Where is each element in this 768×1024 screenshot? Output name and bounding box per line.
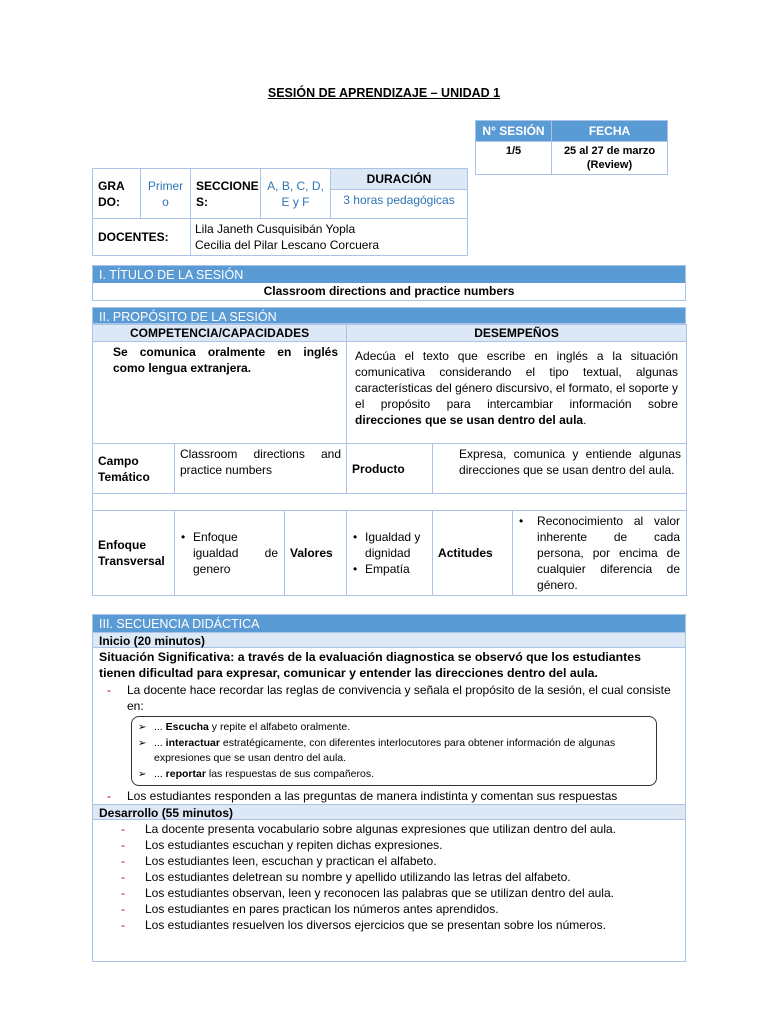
- purpose-table: [92, 324, 687, 596]
- desarrollo-item: - La docente presenta vocabulario sobre algunas expresiones que utilizan dentro del aula.: [93, 821, 685, 837]
- section-purpose-block: [92, 307, 686, 596]
- grado-value: Primer o: [141, 169, 191, 219]
- desarrollo-label: Desarrollo (55 minutos): [93, 804, 685, 820]
- desarrollo-item: - Los estudiantes observan, leen y reconocen las palabras que se utilizan dentro del aula.: [93, 885, 685, 901]
- valores-label: Valores: [285, 511, 347, 596]
- producto-value: Expresa, comunica y entiende algunas direcciones que se usan dentro del aula.: [433, 444, 687, 494]
- desempenos-header: DESEMPEÑOS: [347, 325, 687, 342]
- purpose-box-item: ➢ ... interactuar estratégicamente, con diferentes interlocutores para obtener información de algunas expresiones que se usan dentro del aula.: [134, 736, 650, 767]
- secciones-value: A, B, C, D, E y F: [261, 169, 331, 219]
- campo-value: Classroom directions and practice numbers: [175, 444, 347, 494]
- section-1-header: I. TÍTULO DE LA SESIÓN: [93, 266, 685, 283]
- section-sequence-block: [92, 614, 686, 962]
- actitudes-value: • Reconocimiento al valor inherente de cada persona, por encima de cualquier diferencia de género.: [517, 513, 680, 593]
- spacer-row: [93, 494, 687, 511]
- valor-item: • Empatía: [351, 561, 428, 577]
- duracion-value: 3 horas pedagógicas: [331, 190, 468, 219]
- session-number-value: 1/5: [476, 142, 552, 175]
- competencia-value: Se comunica oralmente en inglés como lengua extranjera.: [93, 342, 347, 444]
- desarrollo-item: - Los estudiantes leen, escuchan y practican el alfabeto.: [93, 853, 685, 869]
- enfoque-value: • Enfoque igualdad de genero: [179, 529, 278, 577]
- inicio-item: - Los estudiantes responden a las preguntas de manera indistinta y comentan sus respuestas: [93, 788, 685, 804]
- desarrollo-item: - Los estudiantes en pares practican los números antes aprendidos.: [93, 901, 685, 917]
- date-value: 25 al 27 de marzo (Review): [552, 142, 668, 175]
- docente-2: Cecilia del Pilar Lescano Corcuera: [195, 238, 380, 252]
- desarrollo-item: - Los estudiantes deletrean su nombre y apellido utilizando las letras del alfabeto.: [93, 869, 685, 885]
- producto-label: Producto: [347, 444, 433, 494]
- document-title: SESIÓN DE APRENDIZAJE – UNIDAD 1: [267, 86, 501, 100]
- inicio-label: Inicio (20 minutos): [93, 632, 685, 648]
- inicio-item: - La docente hace recordar las reglas de convivencia y señala el propósito de la sesión, el cual consiste en:: [93, 682, 679, 714]
- section-3-header: III. SECUENCIA DIDÁCTICA: [93, 615, 685, 632]
- situacion-significativa: Situación Significativa: a través de la evaluación diagnostica se observó que los estudiantes tienen dificultad para expresar, comunicar y entender las direcciones dentro del aula.: [99, 650, 641, 680]
- purpose-box-item: ➢ ... Escucha y repite el alfabeto oralmente.: [134, 720, 650, 736]
- date-header: FECHA: [552, 121, 668, 142]
- info-table: [92, 168, 468, 256]
- competencia-header: COMPETENCIA/CAPACIDADES: [93, 325, 347, 342]
- purpose-box: [131, 716, 657, 786]
- section-title-block: [92, 265, 686, 301]
- session-date-table: [475, 120, 668, 175]
- grado-label: GRA DO:: [93, 169, 141, 219]
- desarrollo-item: - Los estudiantes resuelven los diversos ejercicios que se presentan sobre los números.: [93, 917, 685, 933]
- valor-item: • Igualdad y dignidad: [351, 529, 428, 561]
- enfoque-label: Enfoque Transversal: [93, 511, 175, 596]
- duracion-label: DURACIÓN: [331, 169, 468, 190]
- session-title-value: Classroom directions and practice numbers: [263, 284, 515, 298]
- docentes-label: DOCENTES:: [93, 219, 191, 256]
- session-number-header: N° SESIÓN: [476, 121, 552, 142]
- purpose-box-item: ➢ ... reportar las respuestas de sus compañeros.: [134, 767, 650, 783]
- secciones-label: SECCIONE S:: [191, 169, 261, 219]
- actitudes-label: Actitudes: [433, 511, 513, 596]
- desempeno-value: Adecúa el texto que escribe en inglés a la situación comunicativa considerando el tipo textual, algunas características del género discursivo, el formato, el soporte y el propósito para intercambiar información sobre direcciones que se usan dentro del aula.: [347, 342, 687, 444]
- desarrollo-list: [93, 821, 685, 933]
- docente-1: Lila Janeth Cusquisibán Yopla: [195, 222, 356, 236]
- campo-label: Campo Temático: [93, 444, 175, 494]
- desarrollo-item: - Los estudiantes escuchan y repiten dichas expresiones.: [93, 837, 685, 853]
- section-2-header: II. PROPÓSITO DE LA SESIÓN: [92, 307, 686, 324]
- valores-list: [351, 529, 428, 577]
